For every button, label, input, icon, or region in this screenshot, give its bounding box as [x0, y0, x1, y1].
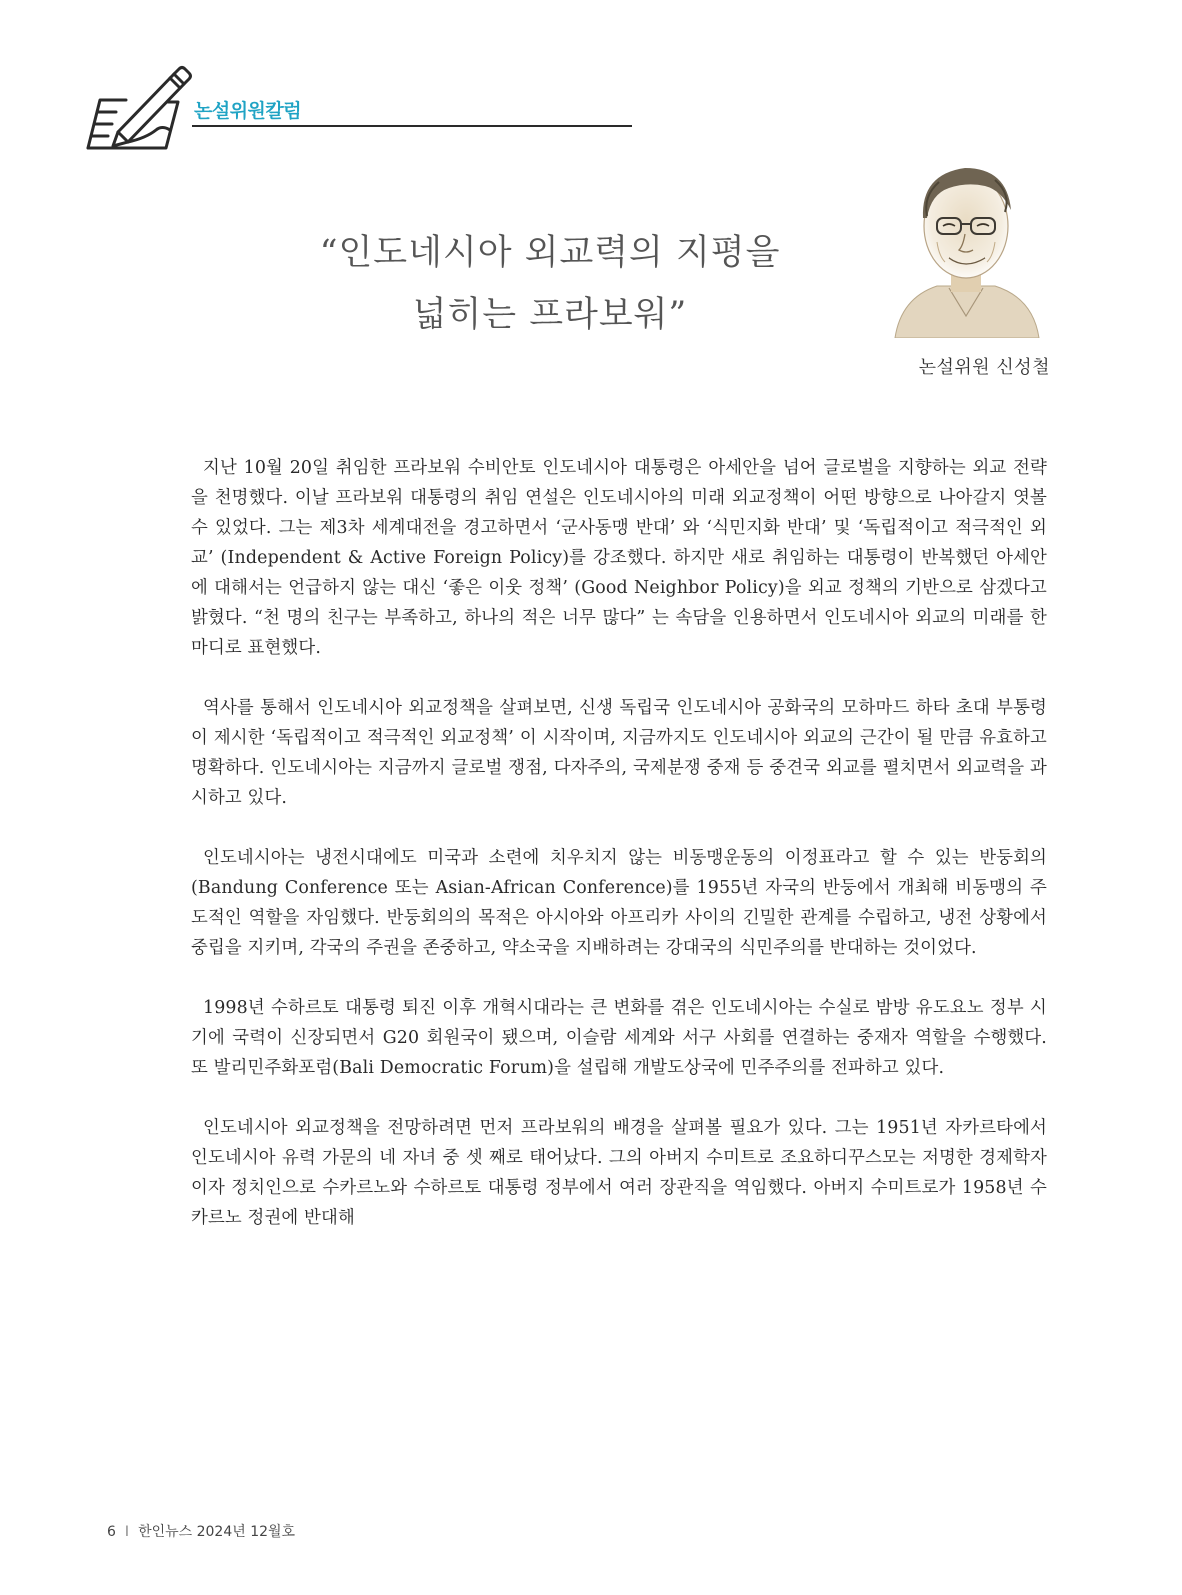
- page-number: 6: [107, 1524, 116, 1540]
- page-footer: [107, 1521, 295, 1541]
- section-header: [86, 62, 546, 152]
- section-label: 논설위원칼럼: [194, 100, 302, 122]
- section-divider: [192, 125, 632, 127]
- columnist-portrait-image: [887, 138, 1045, 338]
- article-paragraph: 인도네시아 외교정책을 전망하려면 먼저 프라보워의 배경을 살펴볼 필요가 있다. 그는 1951년 자카르타에서 인도네시아 유력 가문의 네 자녀 중 셋 째로 태어났다. 그의 아버지 수미트로 조요하디꾸스모는 저명한 경제학자이자 정치인으로 수카르노와 수하르토 대통령 정부에서 여러 장관직을 역임했다. 아버지 수미트로가 1958년 수카르노 정권에 반대해: [191, 1118, 1047, 1228]
- article-paragraph: 역사를 통해서 인도네시아 외교정책을 살펴보면, 신생 독립국 인도네시아 공화국의 모하마드 하타 초대 부통령이 제시한 ‘독립적이고 적극적인 외교정책’ 이 시작이며, 지금까지도 인도네시아 외교의 근간이 될 만큼 유효하고 명확하다. 인도네시아는 지금까지 글로벌 쟁점, 다자주의, 국제분쟁 중재 등 중견국 외교를 펼치면서 외교력을 과시하고 있다.: [191, 698, 1047, 808]
- headline-line-2: 넓히는 프라보워”: [412, 295, 688, 335]
- publication-issue: 한인뉴스 2024년 12월호: [138, 1524, 296, 1540]
- columnist-byline: 논설위원 신성철: [918, 357, 1050, 378]
- headline-line-1: “인도네시아 외교력의 지평을: [319, 233, 781, 273]
- footer-separator: I: [124, 1524, 130, 1540]
- writing-pen-icon: [86, 62, 196, 152]
- article-body: [191, 453, 1047, 1263]
- article-headline: [250, 222, 850, 346]
- article-paragraph: 인도네시아는 냉전시대에도 미국과 소련에 치우치지 않는 비동맹운동의 이정표라고 할 수 있는 반둥회의(Bandung Conference 또는 Asian-African Conference)를 1955년 자국의 반둥에서 개최해 비동맹의 주도적인 역할을 자임했다. 반둥회의의 목적은 아시아와 아프리카 사이의 긴밀한 관계를 수립하고, 냉전 상황에서 중립을 지키며, 각국의 주권을 존중하고, 약소국을 지배하려는 강대국의 식민주의를 반대하는 것이었다.: [191, 848, 1047, 958]
- article-paragraph: 지난 10월 20일 취임한 프라보워 수비안토 인도네시아 대통령은 아세안을 넘어 글로벌을 지향하는 외교 전략을 천명했다. 이날 프라보워 대통령의 취임 연설은 인도네시아의 미래 외교정책이 어떤 방향으로 나아갈지 엿볼 수 있었다. 그는 제3차 세계대전을 경고하면서 ‘군사동맹 반대’ 와 ‘식민지화 반대’ 및 ‘독립적이고 적극적인 외교’ (Independent & Active Foreign Policy)를 강조했다. 하지만 새로 취임하는 대통령이 반복했던 아세안에 대해서는 언급하지 않는 대신 ‘좋은 이웃 정책’ (Good Neighbor Policy)을 외교 정책의 기반으로 삼겠다고 밝혔다. “천 명의 친구는 부족하고, 하나의 적은 너무 많다” 는 속담을 인용하면서 인도네시아 외교의 미래를 한마디로 표현했다.: [191, 458, 1047, 658]
- article-paragraph: 1998년 수하르토 대통령 퇴진 이후 개혁시대라는 큰 변화를 겪은 인도네시아는 수실로 밤방 유도요노 정부 시기에 국력이 신장되면서 G20 회원국이 됐으며, 이슬람 세계와 서구 사회를 연결하는 중재자 역할을 수행했다. 또 발리민주화포럼(Bali Democratic Forum)을 설립해 개발도상국에 민주주의를 전파하고 있다.: [191, 998, 1047, 1078]
